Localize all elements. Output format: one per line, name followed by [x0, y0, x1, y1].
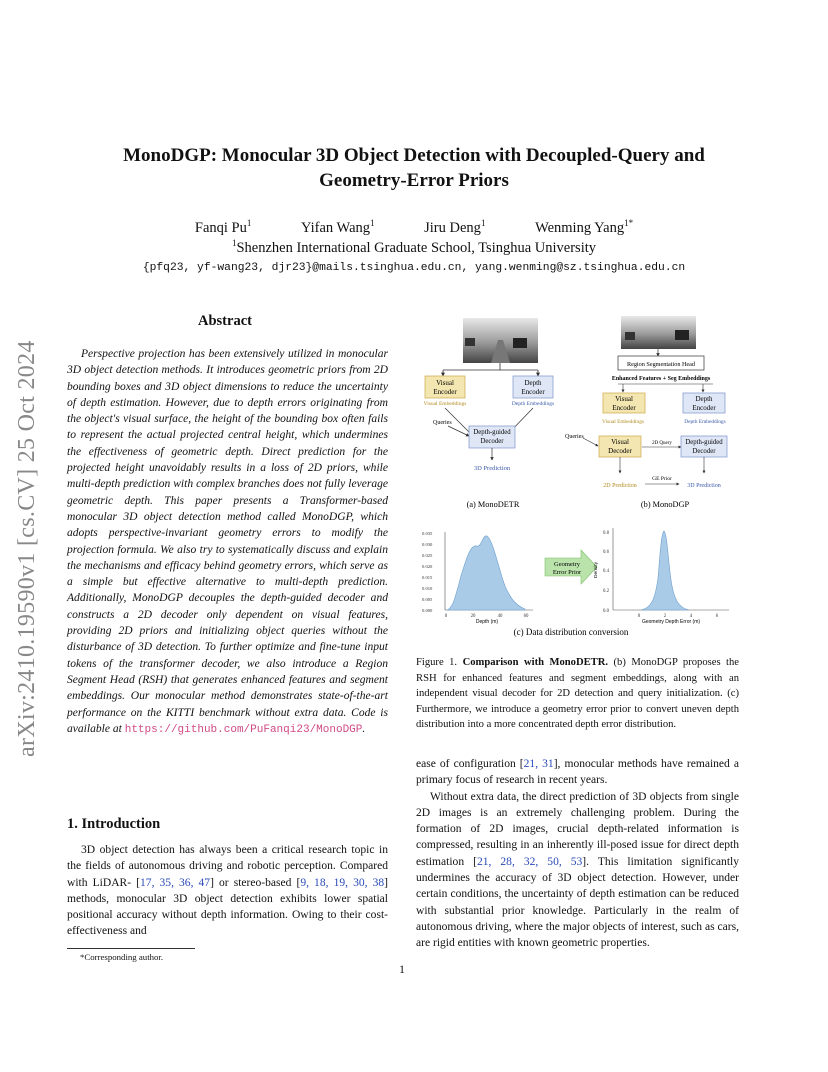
xtick: 6 — [715, 614, 719, 619]
b-depth-encoder-label: Depth — [695, 395, 713, 403]
ytick: 0.0 — [603, 609, 609, 614]
visual-encoder-label: Encoder — [433, 388, 457, 396]
abstract-end: . — [362, 722, 366, 735]
b-visual-encoder-label: Visual — [615, 395, 633, 403]
ytick: 0.4 — [603, 569, 609, 574]
affiliation-mark: 1 — [231, 238, 237, 248]
paragraph — [416, 789, 739, 952]
road-image-b — [621, 316, 696, 349]
depth-distribution-plot — [422, 531, 533, 625]
a-visual-embeddings: Visual Embeddings — [423, 401, 467, 407]
author — [195, 218, 251, 237]
ytick: 0.005 — [422, 597, 433, 602]
citation-link[interactable]: 21, 31 — [523, 758, 554, 770]
author — [301, 218, 375, 237]
paper-title — [60, 143, 768, 193]
intro-heading: 1. Introduction — [67, 816, 161, 832]
ytick: 0.020 — [422, 564, 433, 569]
abstract-text: Perspective projection has been extensively utilized in monocular 3D object detection methods. It introduces geometric priors from 2D bounding boxes and 3D object dimensions to reduce the uncertainty of depth estimation. However, due to depth errors originating from the object's visual surface, the height of the bounding box often fails to represent the actual projected central height, which undermines the effectiveness of geometric depth. Direct prediction for the projected height unavoidably results in a loss of 2D priors, while multi-depth prediction with complex branches does not fully leverage geometric depth. This paper presents a Transformer-based monocular 3D object detection method called MonoDGP, which adopts perspective-invariant geometry errors to modify the projection formula. We also try to systematically discuss and explain the mechanisms and efficacy behind geometry errors, which serve as a simple but effective alternative to multi-depth prediction. Additionally, MonoDGP decouples the depth-guided decoder and constructs a 2D decoder only dependent on visual features, providing 2D priors and initializing object queries without the disturbance of 3D detection. To further optimize and fine-tune input tokens of the transformer decoder, we also introduce a Region Segment Head (RSH) that generates enhanced features and segment embeddings. Our monocular method demonstrates state-of-the-art performance on the KITTI benchmark without extra data. Code is available at — [67, 348, 388, 735]
author-list — [60, 218, 768, 237]
author-name: Fanqi Pu — [194, 219, 247, 236]
author — [424, 218, 485, 237]
ytick: 0.035 — [422, 531, 433, 536]
ytick: 0.2 — [603, 589, 609, 594]
intro-text: ] methods, monocular 3D object detection exhibits lower spatial positional accuracy without depth information. Owing to their cost-effectiveness and — [67, 876, 388, 938]
geometry-box-label: Error Prior — [552, 569, 582, 576]
affiliation-text: Shenzhen International Graduate School, Tsinghua University — [236, 239, 597, 256]
geometry-box-label: Geometry — [554, 561, 580, 568]
left-yticks — [422, 531, 433, 613]
b-visual-encoder-label: Encoder — [612, 404, 636, 412]
xtick: 2 — [663, 614, 667, 619]
visual-encoder-label: Visual — [436, 379, 454, 387]
xtick: 4 — [689, 614, 693, 619]
geometry-error-distribution-plot — [593, 528, 729, 625]
footnote-rule — [67, 948, 195, 949]
intro-body — [67, 842, 388, 940]
fig-a-caption: (a) MonoDETR — [466, 500, 520, 509]
a-queries-label: Queries — [433, 420, 452, 426]
author-mark: 1 — [480, 218, 486, 228]
right-xlabel: Geometry Depth Error (m) — [641, 619, 701, 625]
affiliation — [60, 238, 768, 257]
author-emails: {pfq23, yf-wang23, djr23}@mails.tsinghua.edu.cn, yang.wenming@sz.tsinghua.edu.cn — [142, 262, 686, 274]
xtick: 0 — [444, 614, 448, 619]
caption-text: (b) MonoDGP proposes the RSH for enhanced features and segment embeddings, along with an independent visual decoder for 2D detection and query initialization. (c) Furthermore, we introduce a geometry error prior to convert uneven depth distribution into a more concentrated depth error distribution. — [416, 657, 739, 731]
b-2d-query-label: 2D Query — [652, 441, 672, 446]
b-visual-embeddings: Visual Embeddings — [601, 419, 645, 425]
caption-bold: Comparison with MonoDETR. — [462, 657, 609, 668]
b-ge-prior-label: GE Prior — [652, 476, 672, 482]
road-image-a — [463, 318, 538, 363]
ytick: 0.025 — [422, 553, 433, 558]
b-visual-decoder-label: Visual — [611, 438, 629, 446]
xtick: 20 — [470, 614, 476, 619]
author-mark: 1* — [624, 218, 634, 228]
author-mark: 1 — [246, 218, 252, 228]
xtick: 0 — [637, 614, 641, 619]
intro-text: 3D object detection has always been a critical research topic in the fields of autonomous driving and robotic perception. Compared with LiDAR- [ — [67, 844, 388, 889]
author-name: Wenming Yang — [535, 219, 625, 236]
b-depth-embeddings: Depth Embeddings — [684, 419, 726, 425]
body-text: ], monocular methods have remained a primary focus of research in recent years. — [416, 758, 739, 787]
geometry-error-prior-arrow — [545, 550, 597, 584]
citation-link[interactable]: 21, 28, 32, 50, 53 — [476, 855, 583, 868]
right-ylabel: Density — [594, 562, 599, 578]
paragraph — [416, 756, 739, 789]
fig-c-caption: (c) Data distribution conversion — [513, 627, 629, 637]
left-xlabel: Depth (m) — [475, 619, 499, 625]
b-visual-decoder-label: Decoder — [608, 447, 632, 455]
ytick: 0.000 — [422, 608, 433, 613]
body-text: Without extra data, the direct prediction of 3D objects from single 2D images is an extremely challenging problem. During the formation of 2D images, crucial depth-related information is compressed, resulting in an inherently ill-posed issue for direct depth estimation [ — [416, 790, 739, 868]
body-text: ]. This limitation significantly undermines the accuracy of 3D object detection. However, under certain conditions, the uncertainty of depth estimation can be reduced with substantial prior knowledge. Particularly in the realm of autonomous driving, where the major objects of interest, such as cars, are rigid entities with known geometric properties. — [416, 855, 740, 950]
abstract-body — [67, 346, 388, 738]
a-dg-decoder-label: Depth-guided — [473, 429, 511, 436]
abstract-heading: Abstract — [198, 313, 252, 329]
figure-caption — [416, 655, 739, 733]
title-line-2: Geometry-Error Priors — [319, 170, 509, 191]
a-depth-embeddings: Depth Embeddings — [511, 401, 555, 407]
depth-encoder-label: Depth — [524, 379, 542, 387]
b-dg-decoder-label: Decoder — [692, 448, 716, 455]
author — [535, 218, 633, 237]
b-queries-label: Queries — [565, 434, 584, 440]
xtick: 40 — [497, 614, 503, 619]
intro-text: ] or stereo-based [ — [210, 876, 301, 889]
citation-link[interactable]: 17, 35, 36, 47 — [140, 876, 211, 889]
depth-encoder-label: Encoder — [521, 388, 545, 396]
b-3d-prediction: 3D Prediction — [687, 483, 721, 489]
ytick: 0.010 — [422, 586, 433, 591]
xtick: 60 — [523, 614, 529, 619]
author-name: Jiru Deng — [424, 219, 481, 236]
body-text: ease of configuration [ — [416, 758, 524, 770]
right-column-body — [416, 756, 739, 952]
footnote: *Corresponding author. — [80, 952, 164, 962]
b-2d-prediction: 2D Prediction — [603, 483, 637, 489]
author-mark: 1 — [370, 218, 375, 228]
ytick: 0.6 — [603, 550, 609, 555]
b-depth-encoder-label: Encoder — [692, 404, 716, 412]
ytick: 0.015 — [422, 575, 433, 580]
b-dg-decoder-label: Depth-guided — [685, 439, 723, 446]
a-dg-decoder-label: Decoder — [480, 438, 504, 445]
rsh-label: Region Segmentation Head — [626, 361, 696, 368]
a-3d-prediction: 3D Prediction — [473, 465, 511, 472]
code-link[interactable]: https://github.com/PuFanqi23/MonoDGP — [124, 723, 363, 736]
author-name: Yifan Wang — [300, 219, 371, 236]
ytick: 0.8 — [603, 531, 609, 536]
enhanced-features-label: Enhanced Features + Seg Embeddings — [611, 376, 711, 382]
fig-b-caption: (b) MonoDGP — [640, 500, 690, 509]
ytick: 0.030 — [422, 542, 433, 547]
caption-label: Figure 1. — [416, 657, 458, 668]
figure-1 — [413, 308, 748, 643]
arxiv-identifier: arXiv:2410.19590v1 [cs.CV] 25 Oct 2024 — [14, 340, 40, 757]
page-number: 1 — [399, 962, 405, 976]
title-line-1: MonoDGP: Monocular 3D Object Detection with Decoupled-Query and — [123, 145, 705, 166]
citation-link[interactable]: 9, 18, 19, 30, 38 — [300, 876, 385, 889]
